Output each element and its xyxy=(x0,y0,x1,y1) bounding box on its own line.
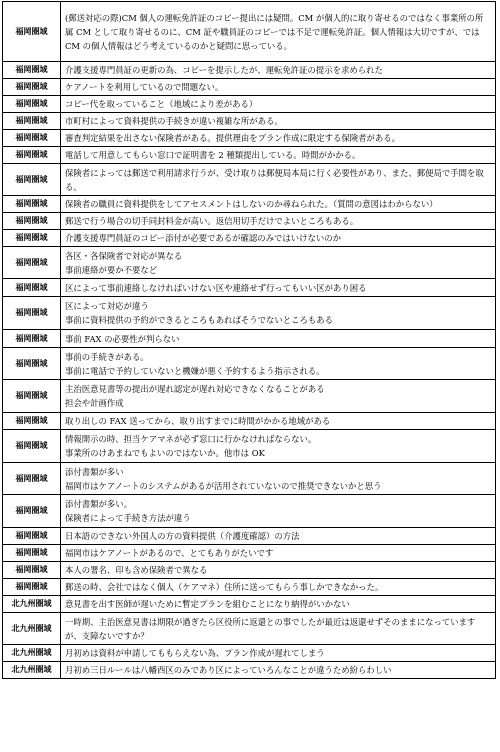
region-cell: 福岡圏域 xyxy=(3,495,61,528)
comment-line: 保険者の職員に資料提供をしてアセスメントはしないのか尋ねられた。（質問の意図はわからない） xyxy=(65,199,438,209)
region-cell: 福岡圏域 xyxy=(3,147,61,164)
comment-line: 添付書類が多い。 xyxy=(65,499,132,509)
comment-line: 事前の手続きがある。 xyxy=(65,351,149,362)
region-cell: 福岡圏域 xyxy=(3,130,61,147)
table-row xyxy=(3,2,496,62)
comment-cell xyxy=(61,213,496,230)
region-cell: 福岡圏域 xyxy=(3,213,61,230)
table-row xyxy=(3,230,496,247)
table-row xyxy=(3,662,496,679)
table-row xyxy=(3,430,496,463)
region-cell: 福岡圏域 xyxy=(3,247,61,279)
region-cell: 北九州圏域 xyxy=(3,596,61,613)
comment-line: 月初め三日ルールは八幡西区のみであり区によっていろんなことが違うため紛らわしい xyxy=(65,665,392,675)
region-cell: 福岡圏域 xyxy=(3,96,61,113)
table-row xyxy=(3,545,496,562)
comment-cell xyxy=(61,130,496,147)
comment-line: 郵送の時、会社ではなく個人（ケアマネ）住所に送ってもらう事しかできなかった。 xyxy=(65,582,384,592)
comment-cell xyxy=(61,430,496,463)
comment-cell xyxy=(61,463,496,495)
comment-cell xyxy=(61,495,496,528)
comment-cell xyxy=(61,528,496,545)
comment-line: 区によって対応が違う xyxy=(65,301,149,311)
comment-cell xyxy=(61,164,496,196)
comment-line: 郵送で行う場合の切手同封料金が高い。返信用切手だけでよいところもある。 xyxy=(65,216,359,226)
table-row xyxy=(3,528,496,545)
comments-table xyxy=(2,1,496,679)
table-row xyxy=(3,297,496,330)
comment-cell xyxy=(61,230,496,247)
comment-line: 担会や計画作成 xyxy=(65,398,124,408)
comments-table-body xyxy=(3,2,496,679)
comment-line: 本人の署名、印も含め保険者で異なる xyxy=(65,565,208,575)
comment-line: 保険者によっては郵送で利用請求行うが、受け取りは郵便局本局に行く必要性があり、また、郵便局で手間を取る。 xyxy=(65,167,484,192)
table-row xyxy=(3,579,496,596)
comment-cell xyxy=(61,113,496,130)
comment-cell xyxy=(61,562,496,579)
region-cell: 福岡圏域 xyxy=(3,196,61,213)
comment-line: 意見書を出す医師が遅いために暫定プランを組むことになり納得がいかない xyxy=(65,599,350,609)
comment-cell xyxy=(61,596,496,613)
comment-line: 福岡市はケアノートのシステムがあるが活用されていないので推奨できないかと思う xyxy=(65,480,382,491)
region-cell: 福岡圏域 xyxy=(3,62,61,79)
comment-line: 介護支援専門員証の更新の為、コピーを提示したが、運転免許証の提示を求められた xyxy=(65,65,383,75)
comment-cell xyxy=(61,297,496,330)
comment-cell xyxy=(61,2,496,62)
region-cell: 福岡圏域 xyxy=(3,279,61,297)
table-row xyxy=(3,164,496,196)
comment-line: 月初めは資料が申請してももらえない為、プラン作成が遅れてしまう xyxy=(65,648,325,658)
table-row xyxy=(3,596,496,613)
table-row xyxy=(3,247,496,279)
region-cell: 北九州圏域 xyxy=(3,645,61,662)
comment-line: (郵送対応の際)CM 個人の運転免許証のコピー提出には疑問。CM が個人的に取り寄せるのではなく事業所の所属 CM として取り寄せるのに、CM 証や職員証のコピーでは不足で運転免許証。個人情報は大切ですが、では CM の個人情報はどう考えているのかと疑問に思っている。 xyxy=(65,12,484,51)
comment-line: 事前に電話で予約していないと機嫌が悪く予約するよう指示される。 xyxy=(65,365,325,376)
comment-line: 主治医意見書等の提出が遅れ認定が遅れ対応できなくなることがある xyxy=(65,384,325,394)
comment-line: 福岡市はケアノートがあるので、とてもありがたいです xyxy=(65,548,274,558)
region-cell: 福岡圏域 xyxy=(3,230,61,247)
table-row xyxy=(3,348,496,380)
region-cell: 福岡圏域 xyxy=(3,528,61,545)
table-row xyxy=(3,213,496,230)
table-row xyxy=(3,380,496,413)
comment-cell xyxy=(61,413,496,430)
comment-cell xyxy=(61,579,496,596)
comment-line: 各区・各保険者で対応が異なる xyxy=(65,250,183,261)
comment-line: 情報開示の時、担当ケアマネが必ず窓口に行かなければならない。 xyxy=(65,434,317,444)
region-cell: 福岡圏域 xyxy=(3,164,61,196)
region-cell: 福岡圏域 xyxy=(3,297,61,330)
region-cell: 福岡圏域 xyxy=(3,79,61,96)
comment-cell xyxy=(61,613,496,645)
comment-cell xyxy=(61,96,496,113)
region-cell: 福岡圏域 xyxy=(3,380,61,413)
table-row xyxy=(3,79,496,96)
table-row xyxy=(3,413,496,430)
comment-line: 区によって事前連絡しなければいけない区や連絡せず行ってもいい区があり困る xyxy=(65,282,367,293)
comment-cell xyxy=(61,247,496,279)
region-cell: 北九州圏域 xyxy=(3,613,61,645)
table-row xyxy=(3,645,496,662)
table-row xyxy=(3,279,496,297)
region-cell: 福岡圏域 xyxy=(3,2,61,62)
comment-line: 日本語のできない外国人の方の資料提供（介護度確認）の方法 xyxy=(65,531,300,541)
region-cell: 福岡圏域 xyxy=(3,113,61,130)
comment-cell xyxy=(61,545,496,562)
comment-cell xyxy=(61,645,496,662)
region-cell: 北九州圏域 xyxy=(3,662,61,679)
region-cell: 福岡圏域 xyxy=(3,579,61,596)
table-row xyxy=(3,147,496,164)
comment-line: ケアノートを利用しているので問題ない。 xyxy=(65,82,224,92)
comment-line: 保険者によって手続き方法が違う xyxy=(65,513,191,523)
region-cell: 福岡圏域 xyxy=(3,562,61,579)
comment-cell xyxy=(61,348,496,380)
table-row xyxy=(3,196,496,213)
comment-line: 市町村によって資料提供の手続きが違い複雑な所がある。 xyxy=(65,116,283,126)
comment-line: コピー代を取っていること（地域により差がある） xyxy=(65,99,258,109)
comment-line: 事前連絡が要か不要など xyxy=(65,264,158,275)
comment-line: 審査判定結果を出さない保険者がある。提供理由をプラン作成に限定する保険者がある。 xyxy=(65,133,400,143)
region-cell: 福岡圏域 xyxy=(3,348,61,380)
region-cell: 福岡圏域 xyxy=(3,413,61,430)
comment-cell xyxy=(61,330,496,348)
comment-cell xyxy=(61,279,496,297)
comment-cell xyxy=(61,196,496,213)
comment-line: 添付書類が多い xyxy=(65,466,124,477)
comment-cell xyxy=(61,62,496,79)
table-row xyxy=(3,495,496,528)
comment-cell xyxy=(61,79,496,96)
comment-cell xyxy=(61,662,496,679)
comment-line: 電話して用意してもらい窓口で証明書を 2 種類提出している。時間がかかる。 xyxy=(65,150,361,160)
table-row xyxy=(3,96,496,113)
region-cell: 福岡圏域 xyxy=(3,463,61,495)
table-row xyxy=(3,613,496,645)
comment-line: 事前に資料提供の予約ができるところもあればそうでないところもある xyxy=(65,315,333,325)
table-row xyxy=(3,130,496,147)
table-row xyxy=(3,562,496,579)
table-row xyxy=(3,463,496,495)
comment-line: 事業所のけあまねでもよいのではないか。他市は OK xyxy=(65,448,265,458)
comment-cell xyxy=(61,380,496,413)
comment-line: 取り出しの FAX 送ってから、取り出すまでに時間がかかる地域がある xyxy=(65,416,331,426)
region-cell: 福岡圏域 xyxy=(3,330,61,348)
comment-line: 事前 FAX の必要性が判らない xyxy=(65,333,180,344)
comment-line: 一時期、主治医意見書は期限が過ぎたら区役所に返還との事でしたが最近は返還せずそのままになっていますが、支障ないですか？ xyxy=(65,616,476,641)
table-row xyxy=(3,113,496,130)
table-row xyxy=(3,62,496,79)
region-cell: 福岡圏域 xyxy=(3,430,61,463)
comment-line: 介護支援専門員証のコピー添付が必要であるが確認のみではいけないのか xyxy=(65,233,342,243)
comment-cell xyxy=(61,147,496,164)
table-row xyxy=(3,330,496,348)
region-cell: 福岡圏域 xyxy=(3,545,61,562)
